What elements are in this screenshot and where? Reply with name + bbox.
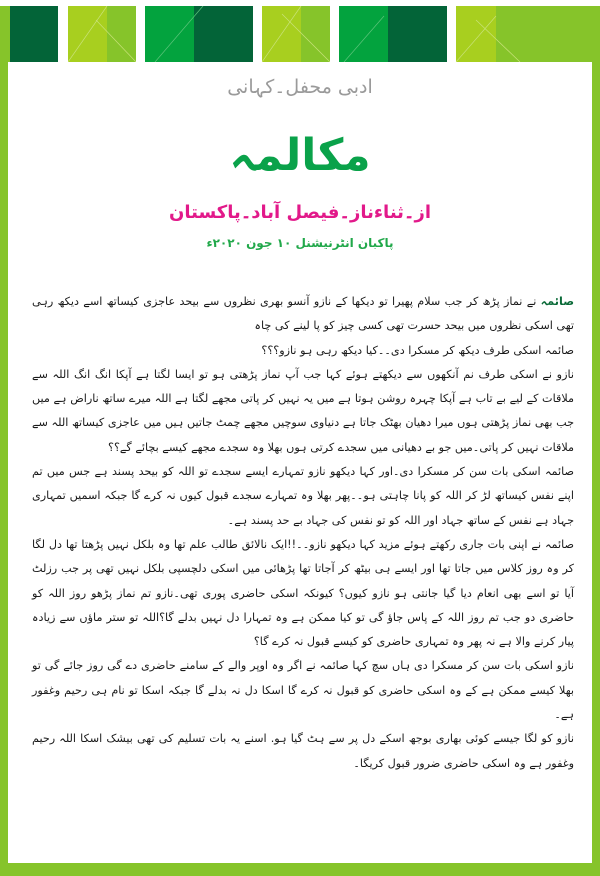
story-paragraph: نازو نے اسکی طرف نم آنکھوں سے دیکھتے ہوئے کہا جب آپ نماز پڑھتی ہو تو ایسا لگتا ہے آپکا انگ انگ اللہ سے ملاقات کے لیے بے تاب ہے آپکا چہرہ روشن ہوتا ہے میں یہ نہیں کر پاتی مجھے لگتا ہے اللہ میرے ساتھ ناراض ہے میں جب بھی نماز پڑھتی ہوں میرا دھیان بھٹک جاتا ہے دنیاوی سوچیں مجھے چمٹ جاتیں ہیں میں عاجزی کیساتھ اللہ سے ملاقات نہیں کر پاتی۔میں جو بے دھیانی میں سجدے کرتی ہوں بھلا وہ سجدے مجھے کیسے بچائے گے؟؟ xyxy=(32,367,574,454)
story-title: مکالمہ xyxy=(229,130,371,181)
story-paragraph: صائمہ اسکی طرف دیکھ کر مسکرا دی۔۔کیا دیکھ رہی ہو نازو؟؟؟ xyxy=(261,343,574,357)
banner-tile xyxy=(456,6,600,62)
category-label: ادبی محفل۔کہانی xyxy=(227,76,373,98)
banner-tile xyxy=(262,6,330,62)
story-paragraph: صائمہ نے نماز پڑھ کر جب سلام پھیرا تو دیکھا کے نازو آنسو بھری نظروں سے بیحد عاجزی کیساتھ اسے دیکھ رہی تھی اسکی نظروں میں بیحد حسرت تھی کسی چیز کو پا لینے کی چاہ xyxy=(32,295,575,333)
banner-tile xyxy=(10,6,58,62)
story-body xyxy=(32,290,574,776)
banner-tile xyxy=(68,6,136,62)
frame-bottom-border xyxy=(0,863,600,876)
banner-tile xyxy=(145,6,253,62)
frame-right-border xyxy=(592,6,600,866)
frame-left-border xyxy=(0,6,8,866)
story-paragraph: نازو کو لگا جیسے کوئی بھاری بوجھ اسکے دل پر سے ہٹ گیا ہو. اسنے یہ بات تسلیم کی تھی بیشک اسکا اللہ رحیم وغفور ہے وہ اسکی حاضری ضرور قبول کریگا۔ xyxy=(32,732,574,770)
lead-name: صائمہ xyxy=(540,295,575,308)
story-paragraph: صائمہ نے اپنی بات جاری رکھتے ہوئے مزید کہا دیکھو نازو۔۔!!ایک نالائق طالب علم تھا وہ بلکل نہیں پڑھتا تھا دل لگا کر وہ روز کلاس میں جاتا تھا اور ایسے ہی بیٹھ کر آجاتا تھا پڑھائی میں اسکی دلچسپی بلکل نہیں تھی پر جب رزلٹ آیا تو اسے بھی انعام دیا گیا جانتی ہو نازو کیوں؟ کیونکہ اسکی حاضری پوری تھی۔نازو تم نماز پڑھو روز اللہ کو حاضری دو جب تم روز اللہ کے پاس جاؤ گی تو کیا ممکن ہے وہ تمہارا دل نہیں بدلے گا؟اللہ تو ستر ماؤں سے زیادہ پیار کرنے والا ہے نہ پھر وہ تمہاری حاضری کو کیسے قبول نہ کرے گا؟ xyxy=(32,537,574,649)
publication-source: پاکبان انٹرنیشنل ۱۰ جون ۲۰۲۰ء xyxy=(206,236,394,250)
story-paragraph: نازو اسکی بات سن کر مسکرا دی ہاں سچ کہا صائمہ نے اگر وہ اوپر والے کے سامنے حاضری دے گی روز جائے گی تو بھلا کیسے ممکن ہے کے وہ اسکی حاضری کو قبول نہ کرے گا اسکا دل نہ بدلے گا جبکہ اسکا تو نام ہی رحیم وغفور ہے۔ xyxy=(32,659,574,722)
header-banner xyxy=(0,0,600,62)
article xyxy=(8,62,592,863)
story-paragraph: صائمہ اسکی بات سن کر مسکرا دی۔اور کہا دیکھو نازو تمہارے ایسے سجدے تو اللہ کو بیحد پسند ہے جس میں تم اپنے نفس کیساتھ لڑ کر اللہ کو پانا چاہتی ہو۔۔پھر بھلا وہ تمہارے سجدے قبول کیوں نہ کرے گا جبکہ اسمیں تمہاری جہاد ہے نفس کے ساتھ جہاد اور اللہ کو تو نفس کی جہاد بے حد پسند ہے۔ xyxy=(32,465,574,527)
banner-tile xyxy=(339,6,447,62)
author-byline: از۔ثناءناز۔فیصل آباد۔پاکستان xyxy=(168,202,432,223)
